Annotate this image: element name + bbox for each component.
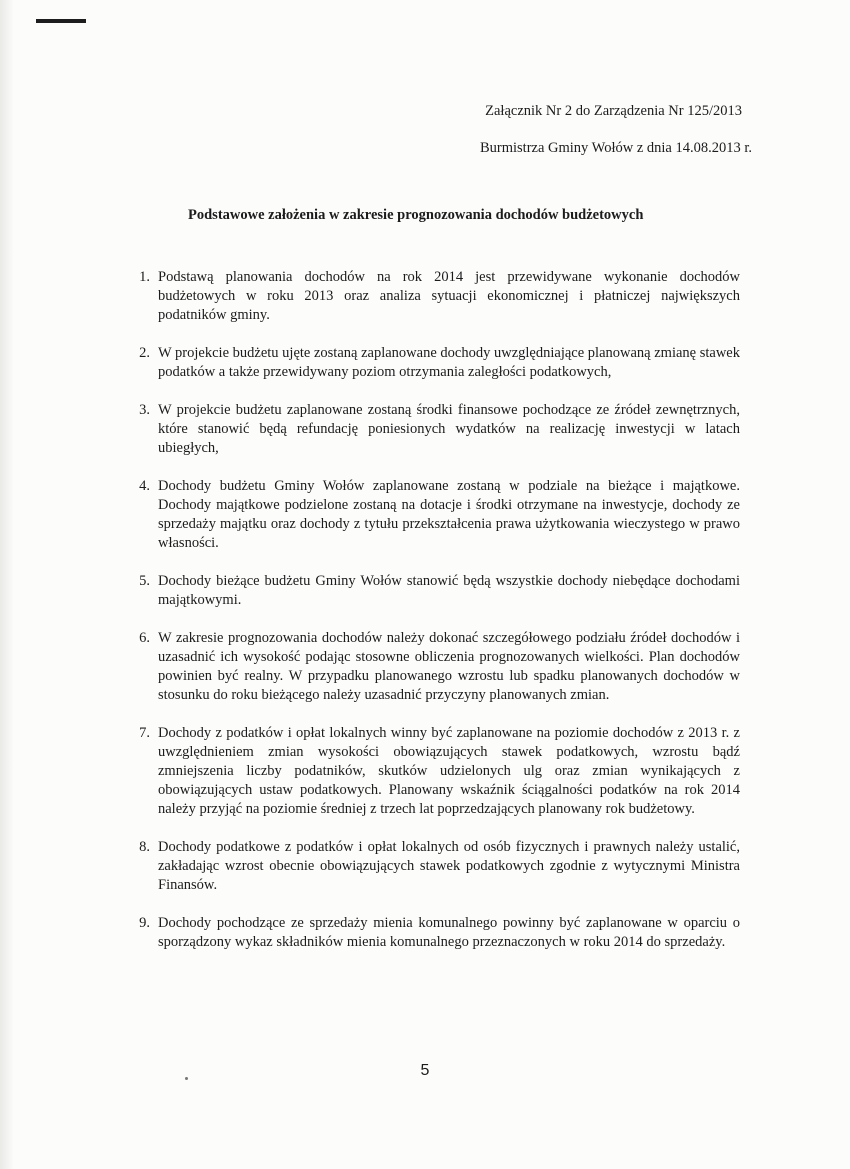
list-item xyxy=(120,572,740,610)
list-item xyxy=(120,838,740,895)
list-item xyxy=(120,629,740,705)
scan-edge-shadow xyxy=(0,0,14,1169)
corner-mark xyxy=(36,19,86,23)
list-item-number: 5. xyxy=(139,573,150,589)
list-item-text: Dochody budżetu Gminy Wołów zaplanowane zostaną w podziale na bieżące i majątkowe. Dochody majątkowe podzielone zostaną na dotacje i środki otrzymane na inwestycje, dochody ze sprzedaży majątku oraz dochody z tytułu przekształcenia prawa użytkowania wieczystego w prawo własności. xyxy=(158,478,740,551)
list-item-number: 3. xyxy=(139,402,150,418)
list-item-text: Podstawą planowania dochodów na rok 2014 jest przewidywane wykonanie dochodów budżetowych w roku 2013 oraz analiza sytuacji ekonomicznej i płatniczej największych podatników gminy. xyxy=(158,269,740,323)
list-item xyxy=(120,914,740,952)
list-item-text: W projekcie budżetu ujęte zostaną zaplanowane dochody uwzględniające planowaną zmianę stawek podatków a także przewidywany poziom otrzymania zaległości podatkowych, xyxy=(158,345,740,380)
document-title: Podstawowe założenia w zakresie prognozowania dochodów budżetowych xyxy=(188,207,644,223)
list-item xyxy=(120,268,740,325)
list-item-text: Dochody bieżące budżetu Gminy Wołów stanowić będą wszystkie dochody niebędące dochodami majątkowymi. xyxy=(158,573,740,608)
page-number: 5 xyxy=(420,1062,430,1079)
list-item-number: 8. xyxy=(139,839,150,855)
list-item-number: 1. xyxy=(139,269,150,285)
list-item-text: Dochody z podatków i opłat lokalnych winny być zaplanowane na poziomie dochodów z 2013 r. z uwzględnieniem zmian wysokości obowiązujących stawek podatkowych, wzrostu bądź zmniejszenia liczby podatników, skutków udzielonych ulg oraz zmian wynikających z obowiązujących ustaw podatkowych. Planowany wskaźnik ściągalności podatków na rok 2014 należy przyjąć na poziomie średniej z trzech lat poprzedzających planowany rok budżetowy. xyxy=(158,725,740,817)
list-item-number: 6. xyxy=(139,630,150,646)
list-item xyxy=(120,477,740,553)
list-item xyxy=(120,724,740,819)
list-item-text: W zakresie prognozowania dochodów należy dokonać szczegółowego podziału źródeł dochodów i uzasadnić ich wysokość podając stosowne obliczenia prognozowanych wielkości. Plan dochodów powinien być realny. W przypadku planowanego wzrostu lub spadku planowanych dochodów w stosunku do roku bieżącego należy uzasadnić przyczyny planowanych zmian. xyxy=(158,630,740,703)
assumptions-list xyxy=(120,268,740,971)
list-item-number: 7. xyxy=(139,725,150,741)
list-item-number: 2. xyxy=(139,345,150,361)
issuer-and-date: Burmistrza Gminy Wołów z dnia 14.08.2013 r. xyxy=(479,139,752,156)
list-item-text: W projekcie budżetu zaplanowane zostaną środki finansowe pochodzące ze źródeł zewnętrznych, które stanowić będą refundację poniesionych wydatków na realizację inwestycji w latach ubiegłych, xyxy=(158,402,740,456)
list-item xyxy=(120,344,740,382)
list-item xyxy=(120,401,740,458)
list-item-text: Dochody podatkowe z podatków i opłat lokalnych od osób fizycznych i prawnych należy ustalić, zakładając wzrost obecnie obowiązujących stawek podatkowych zgodnie z wytycznymi Ministra Finansów. xyxy=(158,839,740,893)
list-item-number: 4. xyxy=(139,478,150,494)
attachment-header xyxy=(479,103,752,156)
list-item-text: Dochody pochodzące ze sprzedaży mienia komunalnego powinny być zaplanowane w oparciu o sporządzony wykaz składników mienia komunalnego przeznaczonych w roku 2014 do sprzedaży. xyxy=(158,915,740,950)
list-item-number: 9. xyxy=(139,915,150,931)
attachment-reference: Załącznik Nr 2 do Zarządzenia Nr 125/2013 xyxy=(485,103,742,119)
